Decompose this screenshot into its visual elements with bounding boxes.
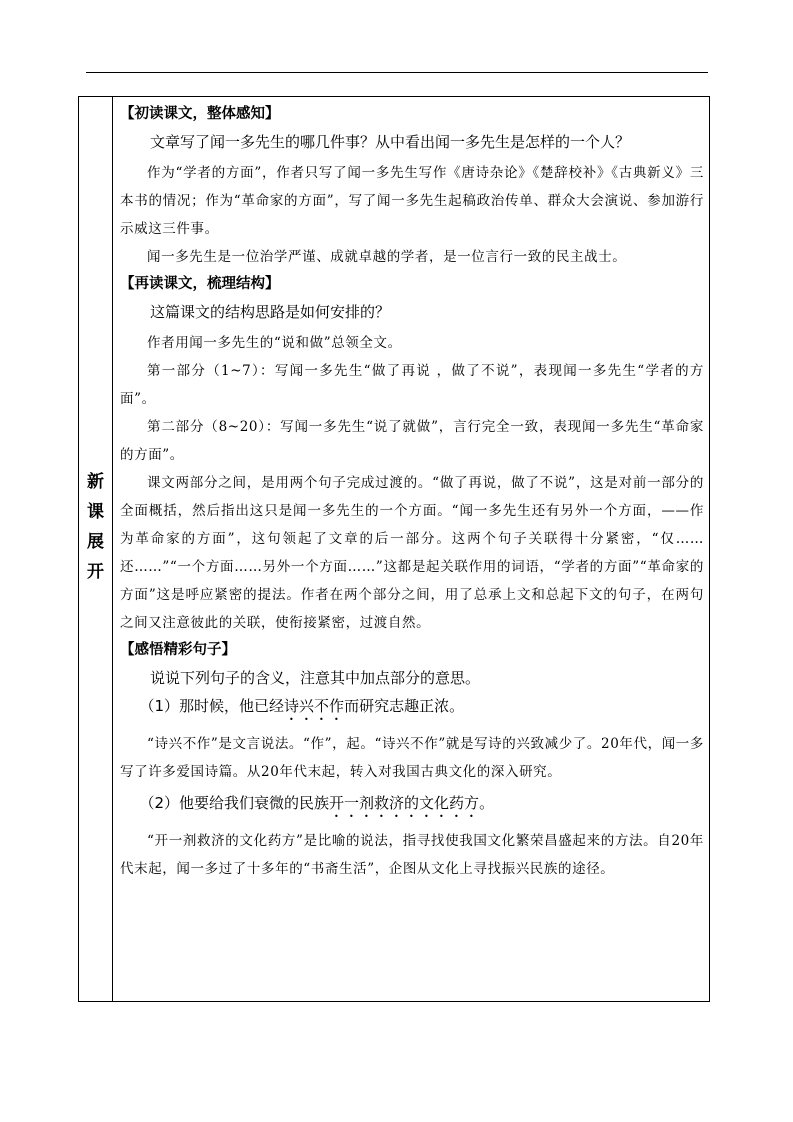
section-heading-structure: 【再读课文，梳理结构】 (120, 276, 280, 292)
question: 这篇课文的结构思路是如何安排的？ (150, 303, 391, 321)
answer-paragraph: 第一部分（1~7）：写闻一多先生“做了再说 ，做了不说”，表现闻一多先生“学者的方面”。 (120, 363, 704, 407)
answer-paragraph: 第二部分（8~20）：写闻一多先生“说了就做”，言行完全一致，表现闻一多先生“革命家的方面”。 (120, 419, 704, 463)
answer-paragraph: “开一剂救济的文化药方”是比喻的说法，指寻找使我国文化繁荣昌盛起来的方法。自20年代末起，闻一多过了十多年的“书斋生活”，企图从文化上寻找振兴民族的途径。 (120, 833, 704, 877)
section-label-char: 课 (87, 502, 104, 522)
answer-paragraph: “诗兴不作”是文言说法。“作”，起。“诗兴不作”就是写诗的兴致减少了。20年代，闻一多写了许多爱国诗篇。从20年代末起，转入对我国古典文化的深入研究。 (120, 736, 704, 780)
lesson-table (78, 96, 710, 1002)
section-heading-first-reading: 【初读课文，整体感知】 (120, 106, 280, 122)
answer-paragraph: 课文两部分之间，是用两个句子完成过渡的。“做了再说，做了不说”，这是对前一部分的全面概括，然后指出这只是闻一多先生的一个方面。“闻一多先生还有另外一个方面，——作为革命家的方面”，这句领起了文章的后一部分。这两个句子关联得十分紧密，“仅……还……”“一个方面……另外一个方面……”这都是起关联作用的词语，“学者的方面”“革命家的方面”这是呼应紧密的提法。作者在两个部分之间，用了总承上文和总起下文的句子，在两句之间又注意彼此的关联，使衔接紧密，过渡自然。 (120, 475, 704, 631)
section-label (79, 467, 112, 587)
content-cell (120, 101, 704, 883)
question: 文章写了闻一多先生的哪几件事？从中看出闻一多先生是怎样的一个人？ (150, 133, 631, 151)
sentence-item-1: （1）那时候，他已经诗兴不作而研究志趣正浓。 (139, 697, 465, 715)
question: 说说下列句子的含义，注意其中加点部分的意思。 (150, 669, 481, 687)
answer-paragraph: 作者用闻一多先生的“说和做”总领全文。 (147, 335, 402, 351)
header-rule (86, 72, 708, 73)
answer-paragraph: 闻一多先生是一位治学严谨、成就卓越的学者，是一位言行一致的民主战士。 (147, 249, 627, 265)
sentence-item-2: （2）他要给我们衰微的民族开一剂救济的文化药方。 (139, 794, 495, 812)
section-label-char: 开 (87, 562, 104, 582)
dotted-phrase: 诗兴不作 (284, 697, 345, 715)
section-label-char: 新 (87, 472, 104, 492)
section-label-char: 展 (87, 532, 104, 552)
section-label-cell (79, 97, 113, 1001)
section-heading-sentences: 【感悟精彩句子】 (120, 642, 236, 658)
dotted-phrase: 开一剂救济的文化药方 (329, 794, 480, 812)
answer-paragraph: 作为“学者的方面”，作者只写了闻一多先生写作《唐诗杂论》《楚辞校补》《古典新义》三本书的情况；作为“革命家的方面”，写了闻一多先生起稿政治传单、群众大会演说、参加游行示威这三件事。 (120, 165, 704, 237)
